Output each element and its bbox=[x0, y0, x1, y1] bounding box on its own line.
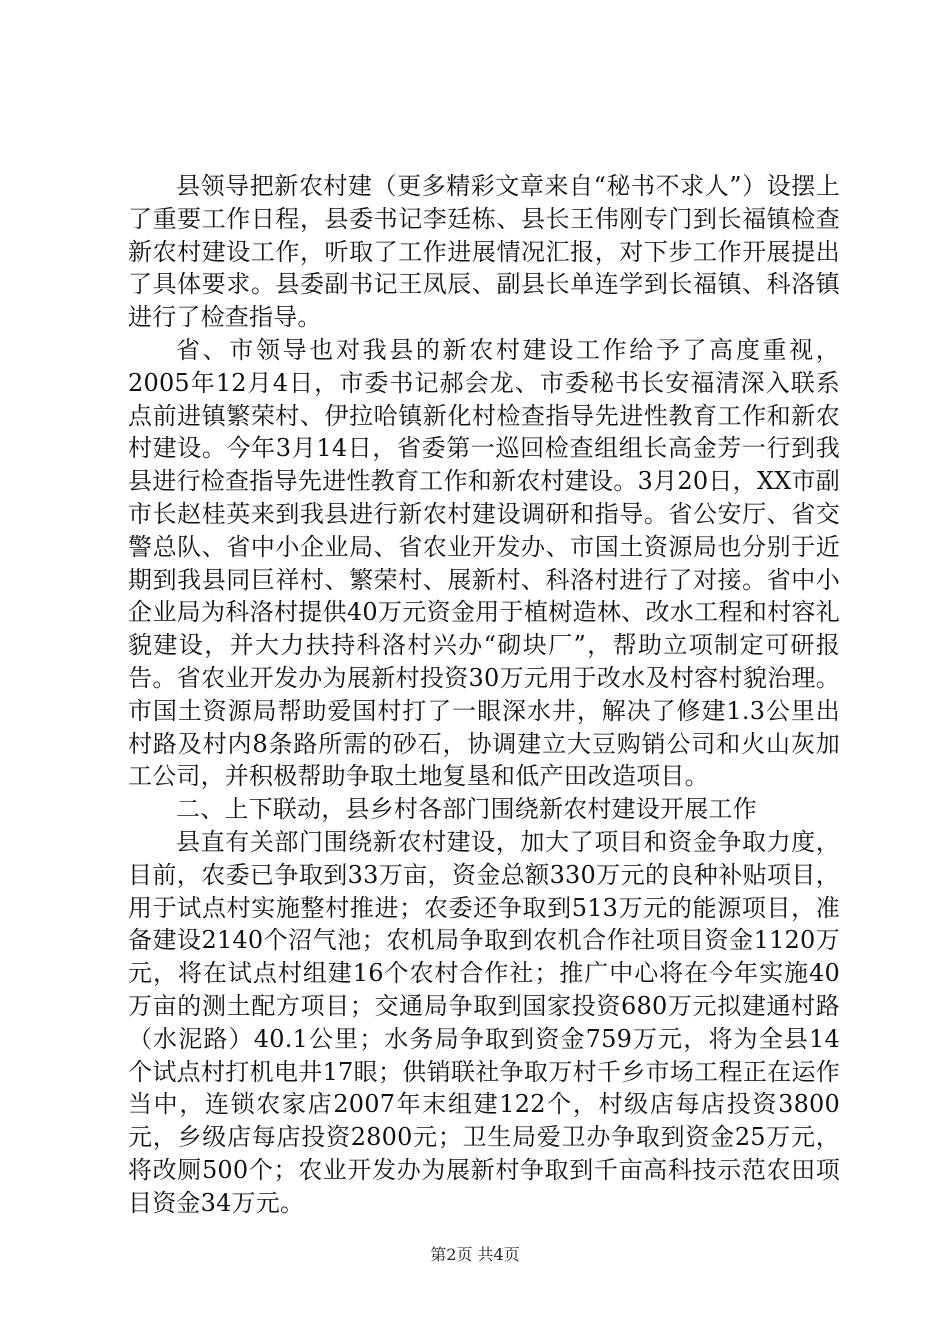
paragraph-department-projects: 县直有关部门围绕新农村建设，加大了项目和资金争取力度，目前，农委已争取到33万亩，资金总额330万元的良种补贴项目，用于试点村实施整村推进；农委还争取到513万元的能源项目，准备建设2140个沼气池；农机局争取到农机合作社项目资金1120万元，将在试点村组建16个农村合作社；推广中心将在今年实施40万亩的测土配方项目；交通局争取到国家投资680万元拟建通村路（水泥路）40.1公里；水务局争取到资金759万元，将为全县14个试点村打机电井17眼；供销联社争取万村千乡市场工程正在运作当中，连锁农家店2007年末组建122个，村级店每店投资3800元，乡级店每店投资2800元；卫生局爱卫办争取到资金25万元，将改厕500个；农业开发办为展新村争取到千亩高科技示范农田项目资金34万元。 bbox=[128, 827, 840, 1217]
paragraph-provincial-support: 省、市领导也对我县的新农村建设工作给予了高度重视，2005年12月4日，市委书记郝会龙、市委秘书长安福清深入联系点前进镇繁荣村、伊拉哈镇新化村检查指导先进性教育工作和新农村建设。今年3月14日，省委第一巡回检查组组长高金芳一行到我县进行检查指导先进性教育工作和新农村建设。3月20日，XX市副市长赵桂英来到我县进行新农村建设调研和指导。省公安厅、省交警总队、省中小企业局、省农业开发办、市国土资源局也分别于近期到我县同巨祥村、繁荣村、展新村、科洛村进行了对接。省中小企业局为科洛村提供40万元资金用于植树造林、改水工程和村容礼貌建设，并大力扶持科洛村兴办“砌块厂”，帮助立项制定可研报告。省农业开发办为展新村投资30万元用于改水及村容村貌治理。市国土资源局帮助爱国村打了一眼深水井，解决了修建1.3公里出村路及村内8条路所需的砂石，协调建立大豆购销公司和火山灰加工公司，并积极帮助争取土地复垦和低产田改造项目。 bbox=[128, 335, 840, 791]
page-number-footer: 第2页 共4页 bbox=[430, 1245, 520, 1264]
paragraph-leaders-schedule: 县领导把新农村建（更多精彩文章来自“秘书不求人”）设摆上了重要工作日程，县委书记李廷栋、县长王伟刚专门到长福镇检查新农村建设工作，听取了工作进展情况汇报，对下步工作开展提出了具体要求。县委副书记王凤辰、副县长单连学到长福镇、科洛镇进行了检查指导。 bbox=[128, 172, 840, 332]
section-heading: 二、上下联动，县乡村各部门围绕新农村建设开展工作 bbox=[176, 795, 757, 824]
document-body bbox=[128, 170, 840, 1220]
